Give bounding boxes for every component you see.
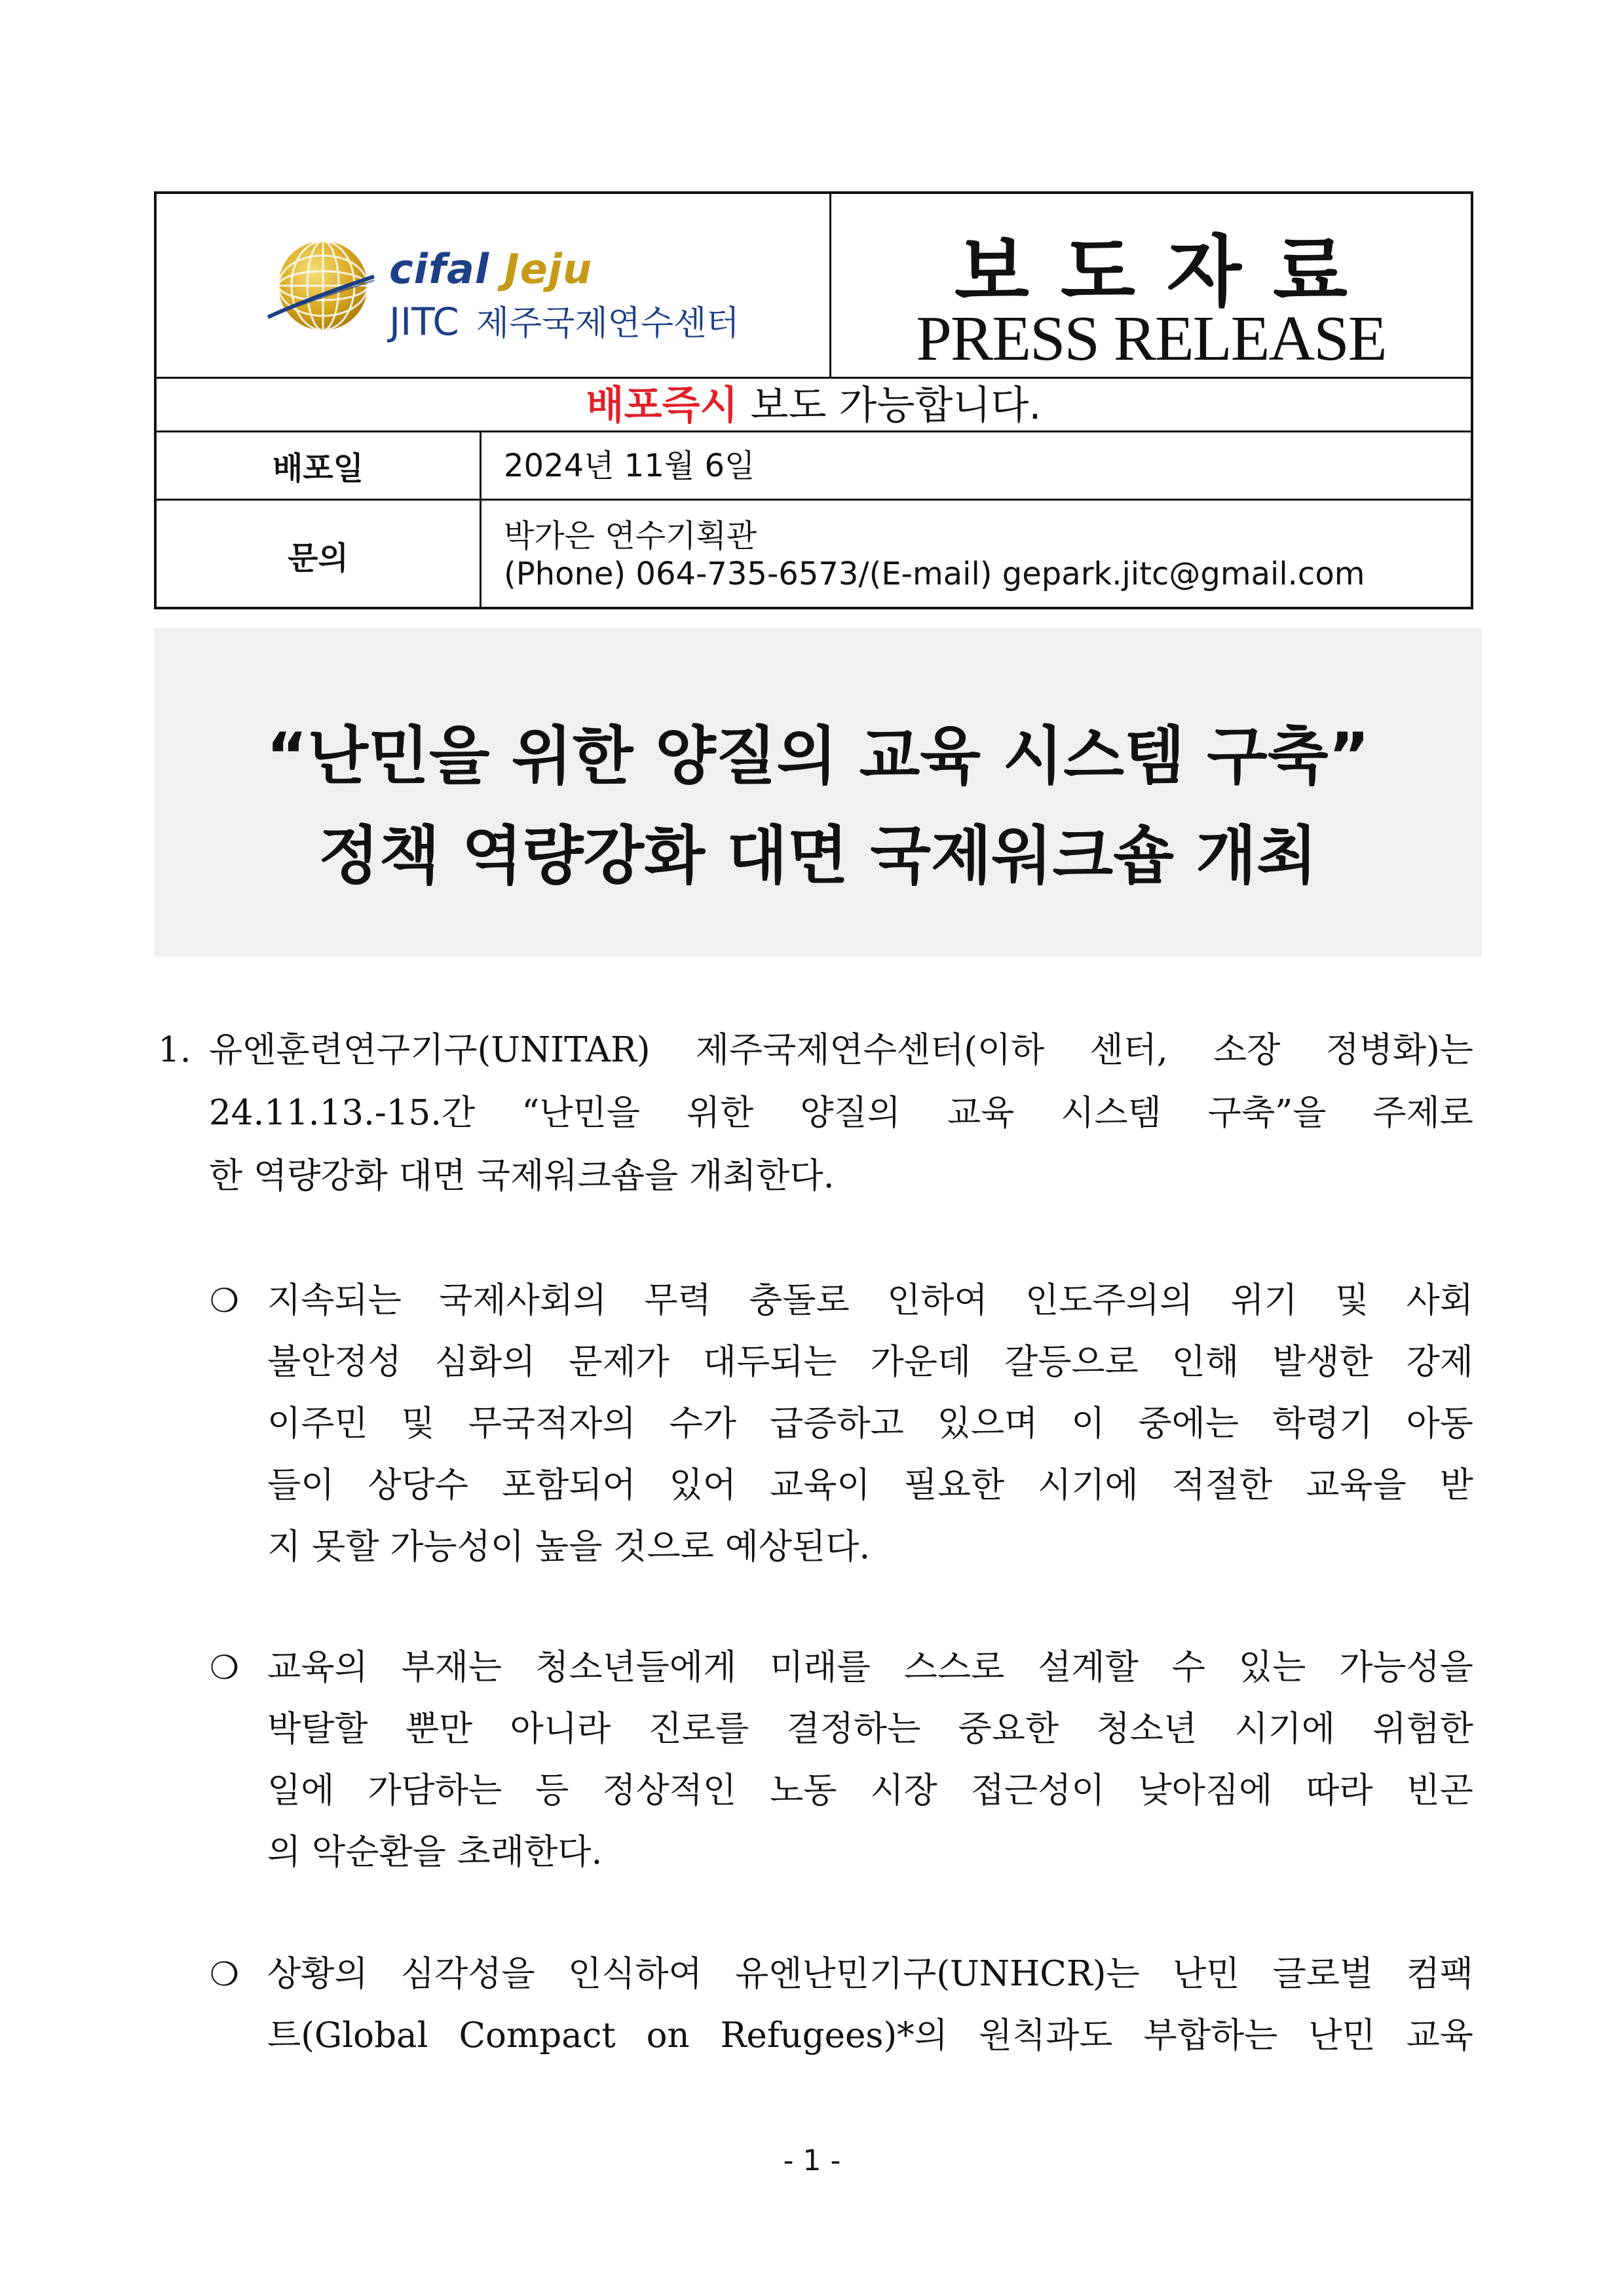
page-number: - 1 -	[783, 2144, 841, 2177]
release-immediately: 배포즉시	[586, 383, 738, 429]
bullet-line: 교육의 부재는 청소년들에게 미래를 스스로 설계할 수 있는 가능성을	[267, 1647, 1473, 1687]
logo-jitc	[389, 296, 740, 345]
headline-line-2: 정책 역량강화 대면 국제워크숍 개최	[318, 819, 1317, 892]
contact-value	[482, 501, 1471, 609]
bullet-line: 지속되는 국제사회의 무력 충돌로 인하여 인도주의의 위기 및 사회	[267, 1280, 1473, 1320]
release-date-row	[157, 432, 1471, 501]
globe-logo-icon	[265, 235, 377, 339]
bullet-line: 트(Global Compact on Refugees)*의 원칙과도 부합하는 난민 교육	[267, 2016, 1473, 2056]
release-notice	[157, 379, 1471, 432]
bullet-line: 불안정성 심화의 문제가 대두되는 가운데 갈등으로 인해 발생한 강제	[267, 1342, 1473, 1382]
bullet-line: 상황의 심각성을 인식하여 유엔난민기구(UNHCR)는 난민 글로벌 컴팩	[267, 1954, 1473, 1994]
paragraph-number: 1.	[158, 1030, 191, 1070]
release-notice-rest: 보도 가능합니다.	[738, 383, 1042, 429]
bullet-line: 들이 상당수 포함되어 있어 교육이 필요한 시기에 적절한 교육을 받	[267, 1465, 1473, 1505]
bullet-line: 박탈할 뿐만 아니라 진로를 결정하는 중요한 청소년 시기에 위험한	[267, 1709, 1473, 1749]
logo-jitc-korean: 제주국제연수센터	[476, 304, 740, 343]
bullet-line: 일에 가담하는 등 정상적인 노동 시장 접근성이 낮아짐에 따라 빈곤	[267, 1770, 1473, 1810]
press-header-table	[154, 191, 1473, 609]
release-date-label: 배포일	[157, 432, 482, 499]
bullet-circle-icon: ❍	[210, 1649, 239, 1687]
bullet-line: 지 못할 가능성이 높을 것으로 예상된다.	[267, 1527, 871, 1567]
logo-jeju: Jeju	[504, 245, 593, 293]
logo-jitc-abbr: JITC	[389, 299, 459, 344]
contact-info: (Phone) 064-735-6573/(E-mail) gepark.jitc@gmail.com	[504, 556, 1365, 592]
press-release-korean-title: 보도자료	[954, 227, 1379, 317]
logo-cifal-jeju	[389, 245, 592, 293]
logo-cifal: cifal	[389, 245, 490, 293]
release-date-value	[482, 432, 1471, 499]
paragraph-line: 24.11.13.-15.간 “난민을 위한 양질의 교육 시스템 구축”을 주제로	[209, 1093, 1473, 1133]
contact-row	[157, 501, 1471, 609]
paragraph-line: 한 역량강화 대면 국제워크숍을 개최한다.	[209, 1156, 835, 1196]
logo-cell	[157, 194, 831, 377]
paragraph-line: 유엔훈련연구기구(UNITAR) 제주국제연수센터(이하 센터, 소장 정병화)는	[209, 1030, 1473, 1070]
headline-line-1: “난민을 위한 양질의 교육 시스템 구축”	[266, 719, 1370, 793]
bullet-circle-icon: ❍	[210, 1282, 239, 1320]
header-top-row	[157, 194, 1471, 379]
bullet-1	[210, 1278, 1473, 1586]
bullet-line: 의 악순환을 초래한다.	[267, 1832, 603, 1872]
bullet-circle-icon: ❍	[210, 1955, 239, 1993]
paragraph-1	[158, 1027, 1473, 1216]
headline-box	[154, 628, 1482, 957]
press-release-english-title: PRESS RELEASE	[916, 303, 1386, 374]
contact-label: 문의	[157, 501, 482, 609]
release-date: 2024년 11월 6일	[504, 447, 755, 484]
title-cell	[831, 194, 1471, 377]
bullet-2	[210, 1645, 1473, 1891]
bullet-3	[210, 1951, 1473, 2075]
bullet-line: 이주민 및 무국적자의 수가 급증하고 있으며 이 중에는 학령기 아동	[267, 1404, 1473, 1444]
contact-name: 박가은 연수기획관	[504, 518, 757, 554]
